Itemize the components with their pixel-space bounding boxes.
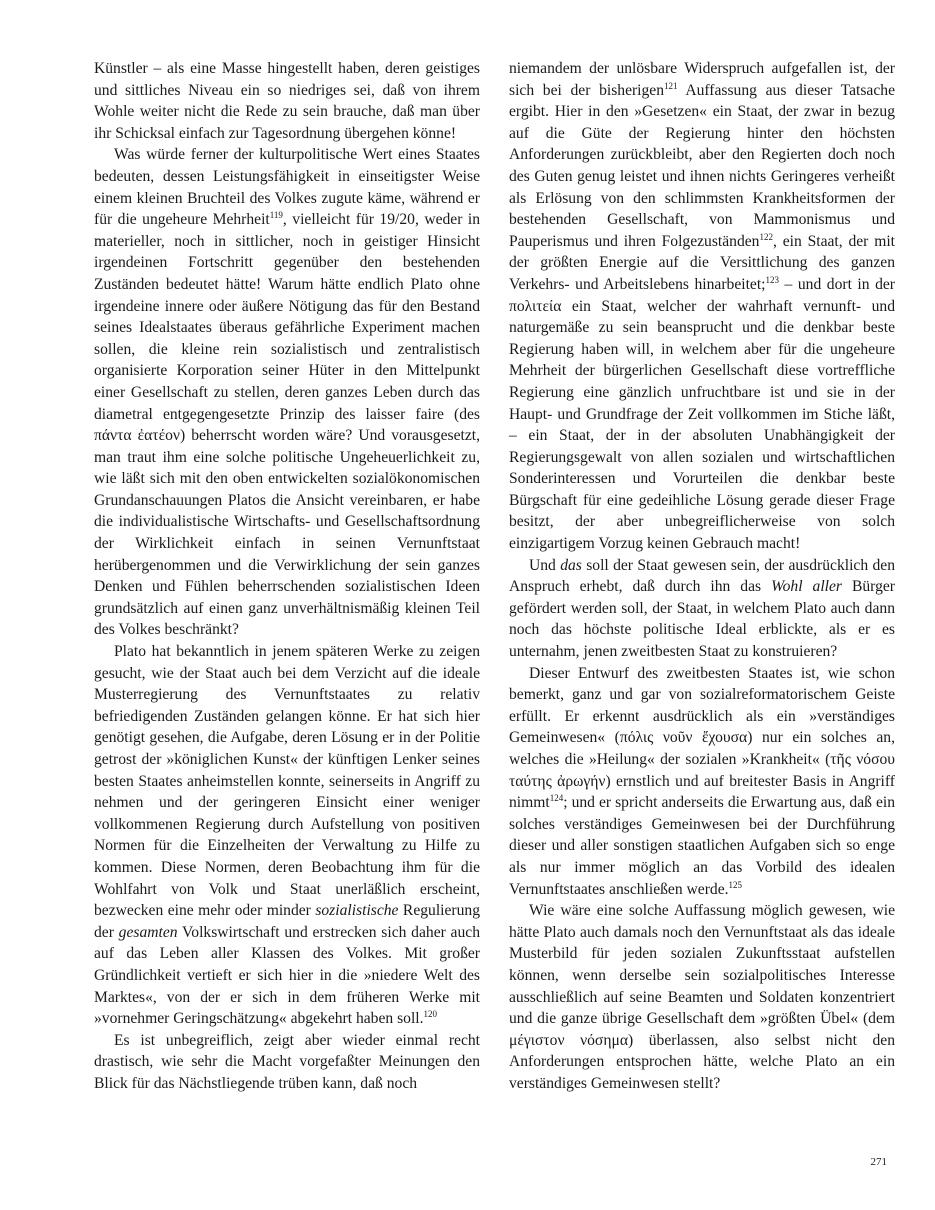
paragraph	[509, 900, 895, 1094]
page-number: 271	[870, 1156, 887, 1168]
left-text-column	[94, 58, 480, 1095]
paragraph	[94, 1030, 480, 1095]
paragraph-text: Und	[529, 556, 561, 574]
footnote-marker[interactable]: 121	[664, 80, 678, 91]
footnote-marker[interactable]: 119	[269, 210, 283, 221]
paragraph	[94, 144, 480, 641]
paragraph-text: soll der Staat gewesen sein, der ausdrücklich den Anspruch erhebt, daß durch ihn das	[509, 556, 895, 596]
paragraph-text: Dieser Entwurf des zweitbesten Staates ist, wie schon bemerkt, ganz und gar von sozialreformatorischem Geiste erfüllt. Er erkennt ausdrücklich als ein »verständiges Gemeinwesen« (πόλις νοῦν ἔχουσα) nur ein solches an, welches die »Heilung« der sozialen »Krankheit« (τῆς νόσου ταύτης ἀρωγήν) ernstlich und auf breitester Basis in Angriff nimmt	[509, 664, 895, 812]
footnote-marker[interactable]: 123	[765, 274, 779, 285]
footnote-marker[interactable]: 125	[728, 879, 743, 890]
paragraph-text: Was würde ferner der kulturpolitische Wert eines Staates bedeuten, dessen Leistungsfähigkeit in einseitigster Weise einem kleinen Bruchteil des Volkes zugute käme, während er für die ungeheure Mehrheit	[94, 146, 480, 229]
paragraph-text: Bürger gefördert werden soll, der Staat, in welchem Plato auch dann noch das höchste politische Ideal erblickte, als er es unternahm, jenen zweitbesten Staat zu konstruieren?	[509, 578, 895, 661]
paragraph-text: Regulierung der	[94, 902, 481, 941]
paragraph-text: Auffassung aus dieser Tatsache ergibt. Hier in den »Gesetzen« ein Staat, der zwar in bezug auf die Güte der Regierung hinter den höchsten Anforderungen zurückbleibt, aber den Regierten doch noch des Guten genug leistet und ihnen nichts Geringeres verheißt als Erlösung von den schlimmsten Krankheitsformen der bestehenden Gesellschaft, von Mammonismus und Pauperismus und ihren Folgezuständen	[509, 81, 895, 250]
paragraph-text: Plato hat bekanntlich in jenem späteren Werke zu zeigen gesucht, wie der Staat auch bei dem Verzicht auf die ideale Musterregierung des Vernunftstaates zu relativ befriedigenden Zuständen gelangen könne. Er hat sich hier genötigt gesehen, die Aufgabe, deren Lösung er in der Politie getrost der »königlichen Kunst« der künftigen Lenker seines besten Staates anheimstellen konnte, seinerseits in Angriff zu nehmen und der geringeren Einsicht einer weniger vollkommenen Regierung durch Aufstellung von positiven Normen für die Einzelheiten der Verwaltung zu Hilfe zu kommen. Diese Normen, deren Beobachtung ihm für die Wohlfahrt von Volk und Staat unerläßlich erscheint, bezwecken eine mehr oder minder	[94, 643, 480, 920]
paragraph-text: – und dort in der πολιτεία ein Staat, welcher der wahrhaft vernunft- und naturgemäße zu sein beansprucht und die denkbar beste Regierung haben will, in welchem aber für die ungeheure Mehrheit der bürgerlichen Gesellschaft diese vortreffliche Regierung eine gänzlich unfruchtbare ist und sie in der Haupt- und Grundfrage der Zeit vollkommen im Stiche läßt, – ein Staat, der in der absoluten Unabhängigkeit der Regierungsgewalt von allen sozialen und wirtschaftlichen Sonderinteressen und Vorurteilen die denkbar beste Bürgschaft für eine gedeihliche Lösung gerade dieser Frage besitzt, der aber unbegreiflicherweise von solch einzigartigem Vorzug keinen Gebrauch macht!	[509, 275, 896, 553]
emphasis-text: Wohl aller	[771, 578, 842, 596]
footnote-marker[interactable]: 122	[759, 231, 773, 242]
paragraph-text: Es ist unbegreiflich, zeigt aber wieder einmal recht drastisch, wie sehr die Macht vorgefaßter Meinungen den Blick für das Nächstliegende trüben kann, daß noch	[94, 1031, 480, 1092]
paragraph	[509, 58, 895, 555]
emphasis-text: das	[560, 556, 582, 574]
footnote-marker[interactable]: 120	[423, 1009, 438, 1020]
paragraph	[94, 641, 480, 1030]
paragraph-text: Künstler – als eine Masse hingestellt haben, deren geistiges und sittliches Niveau ein so niedriges sei, daß von ihrem Wohle weiter nicht die Rede zu sein brauche, daß man über ihr Schicksal einfach zur Tagesordnung übergehen könne!	[94, 60, 480, 142]
paragraph	[94, 58, 480, 144]
paragraph-text: , vielleicht für 19/20, weder in materieller, noch in sittlicher, noch in geistiger Hinsicht irgendeinen Fortschritt gegenüber den bestehenden Zuständen bedeutet hätte! Warum hätte endlich Plato ohne irgendeine innere oder äußere Nötigung das für den Bestand seines Idealstaates überaus gefährliche Experiment machen sollen, die kleine rein sozialistisch und zentralistisch organisierte Korporation seiner Hüter in den Mittelpunkt einer Gesellschaft zu stellen, deren ganzes Leben durch das diametral entgegengesetzte Prinzip des laisser faire (des πάντα ἐατέον) beherrscht worden wäre? Und vorausgesetzt, man traut ihm eine solche politische Ungeheuerlichkeit zu, wie läßt sich mit den oben entwickelten sozialökonomischen Grundanschauungen Platos die Ansicht vereinbaren, er habe die individualistische Wirtschafts- und Gesellschaftsordnung der Wirklichkeit einfach in seinen Vernunftstaat herübergenommen und die Verwirklichung der sein ganzes Denken und Fühlen beherrschenden sozialistischen Ideen grundsätzlich auf einen ganz unverhältnismäßig kleinen Teil des Volkes beschränkt?	[94, 211, 481, 639]
paragraph-text: Volkswirtschaft und erstrecken sich daher auch auf das Leben aller Klassen des Volkes. Mit großer Gründlichkeit vertieft er sich hier in die »niedere Welt des Marktes«, von der er sich in dem früheren Werke mit »vornehmer Geringschätzung« abgekehrt haben soll.	[94, 923, 480, 1028]
paragraph	[509, 663, 895, 901]
paragraph	[509, 555, 895, 663]
paragraph-text: niemandem der unlösbare Widerspruch aufgefallen ist, der sich bei der bisherigen	[509, 60, 895, 99]
paragraph-text: Wie wäre eine solche Auffassung möglich gewesen, wie hätte Plato auch damals noch den Vernunftstaat als das ideale Musterbild für jeden sozialen Zukunftsstaat aufstellen können, wenn derselbe sein sozialpolitisches Interesse ausschließlich auf seine Beamten und Soldaten konzentriert und die ganze übrige Gesellschaft dem »größten Übel« (dem μέγιστον νόσημα) überlassen, also selbst nicht den Anforderungen entsprochen hätte, welche Plato an ein verständiges Gemeinwesen stellt?	[509, 902, 895, 1092]
footnote-marker[interactable]: 124	[549, 793, 564, 804]
right-text-column	[509, 58, 895, 1095]
paragraph-text: , ein Staat, der mit der größten Energie auf die Versittlichung des ganzen Verkehrs- und Arbeitslebens hinarbeitet;	[509, 232, 895, 293]
paragraph-text: ; und er spricht anderseits die Erwartung aus, daß ein solches verständiges Gemeinwesen bei der Durchführung dieser und aller sonstigen staatlichen Aufgaben sich so enge als nur immer möglich an das Vorbild des idealen Vernunftstaates anschließen werde.	[509, 794, 895, 898]
emphasis-text: gesamten	[118, 923, 178, 941]
emphasis-text: sozialistische	[315, 902, 399, 920]
